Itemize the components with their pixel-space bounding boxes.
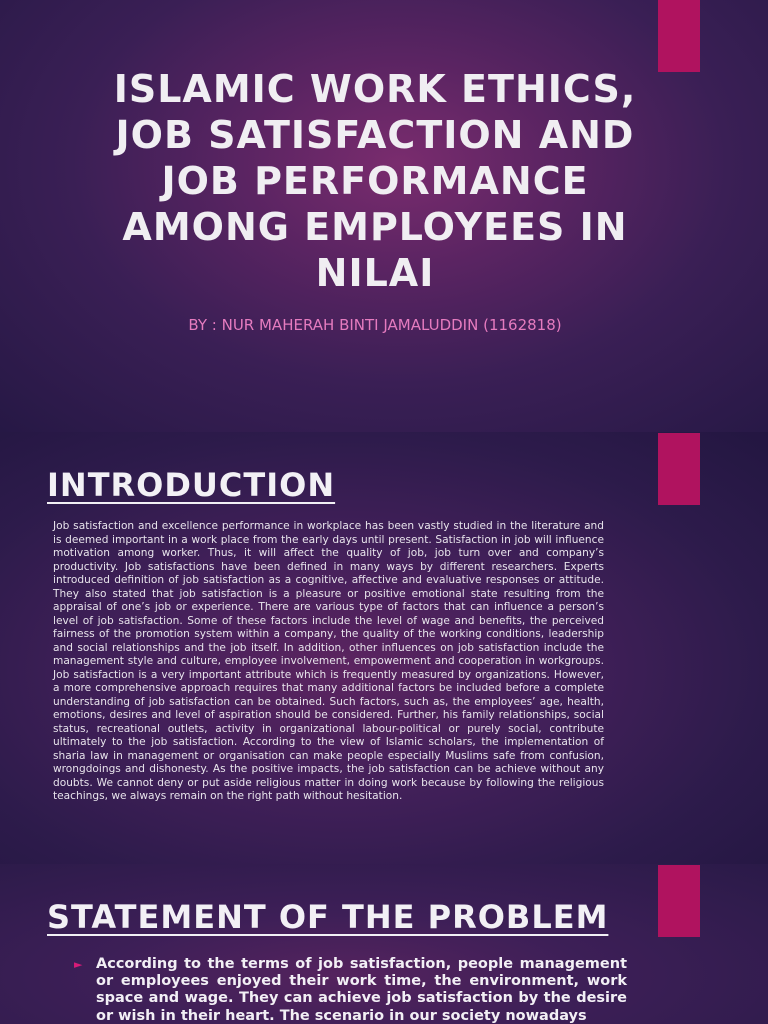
- title-slide: [0, 0, 768, 432]
- problem-heading: STATEMENT OF THE PROBLEM: [47, 898, 609, 936]
- bullet-item: [74, 956, 627, 1024]
- accent-bar: [658, 865, 700, 937]
- bullet-text: According to the terms of job satisfaction, people management or employees enjoyed their work time, the environment, work space and wage. They can achieve job satisfaction by the desire or wish in their heart. The scenario in our society nowadays: [96, 956, 627, 1024]
- introduction-heading: INTRODUCTION: [47, 466, 336, 504]
- accent-bar: [658, 433, 700, 505]
- accent-bar: [658, 0, 700, 72]
- bullet-arrow-icon: ►: [74, 958, 83, 971]
- slide-title: ISLAMIC WORK ETHICS, JOB SATISFACTION AND JOB PERFORMANCE AMONG EMPLOYEES IN NILAI: [113, 67, 637, 295]
- introduction-body: Job satisfaction and excellence performance in workplace has been vastly studied in the literature and is deemed important in a work place from the early days until present. Satisfaction in job will influence motivation among worker. Thus, it will affect the quality of job, job turn over and company’s productivity. Job satisfactions have been defined in many ways by different researchers. Experts introduced definition of job satisfaction as a cognitive, affective and evaluative responses or attitude. They also stated that job satisfaction is a pleasure or positive emotional state resulting from the appraisal of one’s job or experience. There are various type of factors that can influence a person’s level of job satisfaction. Some of these factors include the level of wage and benefits, the perceived fairness of the promotion system within a company, the quality of the working conditions, leadership and social relationships and the job itself. In addition, other influences on job satisfaction include the management style and culture, employee involvement, empowerment and cooperation in workgroups. Job satisfaction is a very important attribute which is frequently measured by organizations. However, a more comprehensive approach requires that many additional factors be included before a complete understanding of job satisfaction can be obtained. Such factors, such as, the employees’ age, health, emotions, desires and level of aspiration should be considered. Further, his family relationships, social status, recreational outlets, activity in organizational labour-political or purely social, contribute ultimately to the job satisfaction. According to the view of Islamic scholars, the implementation of sharia law in management or organisation can make people especially Muslims safe from confusion, wrongdoings and dishonesty. As the positive impacts, the job satisfaction can be achieve without any doubts. We cannot deny or put aside religious matter in doing work because by following the religious teachings, we always remain on the right path without hesitation.: [53, 520, 604, 802]
- author-byline: BY : NUR MAHERAH BINTI JAMALUDDIN (1162818): [188, 316, 562, 334]
- introduction-slide: [0, 432, 768, 864]
- problem-statement-slide: [0, 864, 768, 1024]
